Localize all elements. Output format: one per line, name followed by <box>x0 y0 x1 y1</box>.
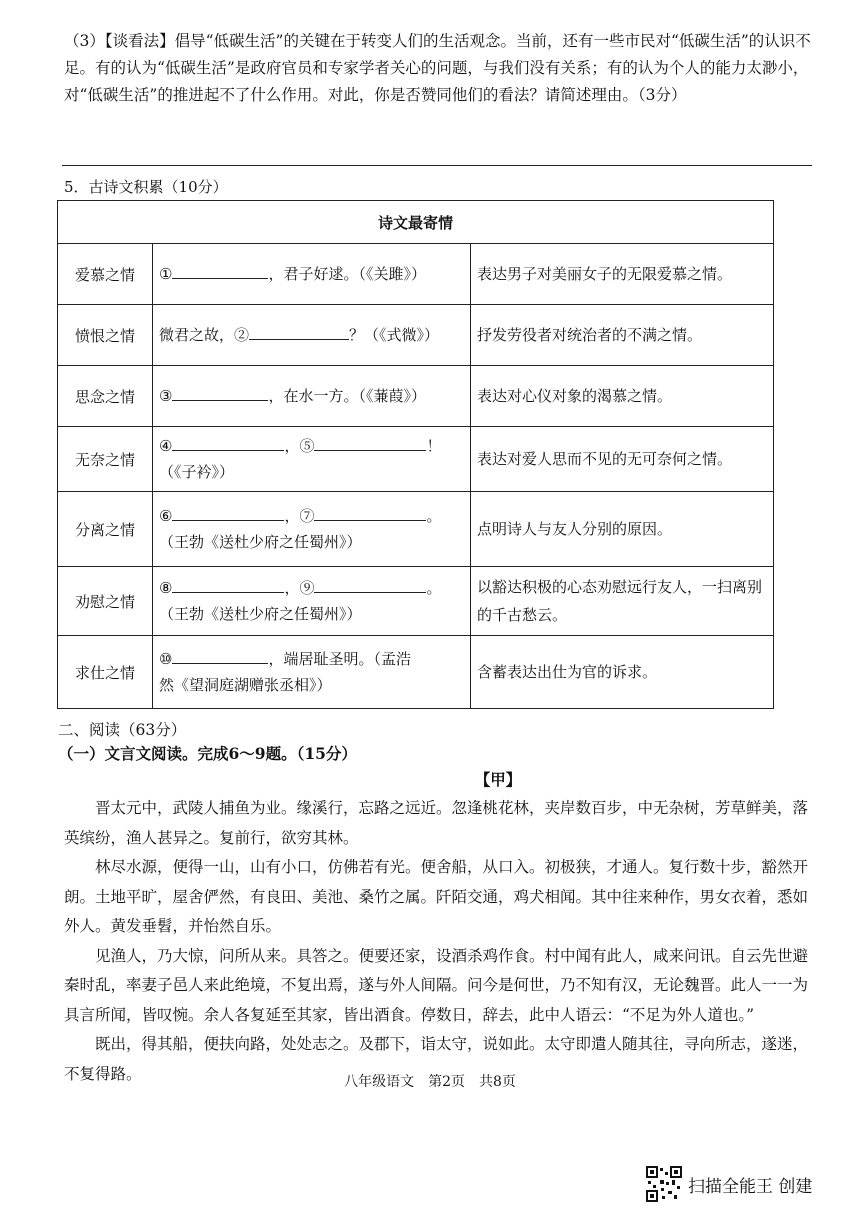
question-3: （3）【谈看法】倡导“低碳生活”的关键在于转变人们的生活观念。当前，还有一些市民对“低碳生活”的认识不足。有的认为“低碳生活”是政府官员和专家学者关心的问题，与我们没有关系；有的认为个人的能力太渺小，对“低碳生活”的推进起不了什么作用。对此，你是否赞同他们的看法？请简述理由。（3分） <box>64 32 811 104</box>
paragraph: 晋太元中，武陵人捕鱼为业。缘溪行，忘路之远近。忽逢桃花林，夹岸数百步，中无杂树，芳草鲜美，落英缤纷，渔人甚异之。复前行，欲穷其林。 <box>64 799 809 847</box>
paragraph: 林尽水源，便得一山，山有小口，仿佛若有光。便舍船，从口入。初极狭，才通人。复行数十步，豁然开朗。土地平旷，屋舍俨然，有良田、美池、桑竹之属。阡陌交通，鸡犬相闻。其中往来种作，男女衣着，悉如外人。黄发垂髫，并怡然自乐。 <box>64 858 809 935</box>
row-verse: ⑥ ，⑦ 。 （王勃《送杜少府之任蜀州》） <box>153 492 471 567</box>
table-row <box>58 636 774 709</box>
table-row <box>58 427 774 492</box>
row-verse: ④ ，⑤ ！ （《子衿》） <box>153 427 471 492</box>
table-row <box>58 305 774 366</box>
row-category: 愤恨之情 <box>58 305 153 366</box>
table-header: 诗文最寄情 <box>58 201 774 244</box>
row-category: 求仕之情 <box>58 636 153 709</box>
scanner-watermark <box>646 1166 812 1202</box>
row-category: 爱慕之情 <box>58 244 153 305</box>
answer-line <box>62 165 812 166</box>
paragraph: 见渔人，乃大惊，问所从来。具答之。便要还家，设酒杀鸡作食。村中闻有此人，咸来问讯。自云先世避秦时乱，率妻子邑人来此绝境，不复出焉，遂与外人间隔。问今是何世，乃不知有汉，无论魏晋。此人一一为具言所闻，皆叹惋。余人各复延至其家，皆出酒食。停数日，辞去，此中人语云：“不足为外人道也。” <box>64 946 809 1024</box>
row-verse: ⑩ ，端居耻圣明。（孟浩 然《望洞庭湖赠张丞相》） <box>153 636 471 709</box>
row-explanation: 含蓄表达出仕为官的诉求。 <box>471 636 774 709</box>
table-row <box>58 244 774 305</box>
passage-label: 【甲】 <box>474 770 522 789</box>
row-verse: ③ ，在水一方。（《蒹葭》） <box>153 366 471 427</box>
row-category: 分离之情 <box>58 492 153 567</box>
poem-table <box>57 200 774 709</box>
table-row <box>58 366 774 427</box>
reading-section <box>58 718 818 1089</box>
row-verse: 微君之故，② ？（《式微》） <box>153 305 471 366</box>
page-footer: 八年级语文 第2页 共8页 <box>344 1074 516 1090</box>
table-row <box>58 567 774 636</box>
row-category: 思念之情 <box>58 366 153 427</box>
row-explanation: 表达对爱人思而不见的无可奈何之情。 <box>471 427 774 492</box>
table-row <box>58 492 774 567</box>
row-explanation: 表达对心仪对象的渴慕之情。 <box>471 366 774 427</box>
row-verse: ① ，君子好逑。（《关雎》） <box>153 244 471 305</box>
paragraph: 既出，得其船，便扶向路，处处志之。及郡下，诣太守，说如此。太守即遣人随其往，寻向所志，遂迷，不复得路。 <box>64 1035 809 1083</box>
row-explanation: 以豁达积极的心态劝慰远行友人，一扫离别的千古愁云。 <box>471 567 774 636</box>
sub-title: （一）文言文阅读。完成6～9题。（15分） <box>58 744 357 763</box>
row-category: 无奈之情 <box>58 427 153 492</box>
watermark-text: 扫描全能王 创建 <box>688 1176 813 1197</box>
row-explanation: 点明诗人与友人分别的原因。 <box>471 492 774 567</box>
row-explanation: 表达男子对美丽女子的无限爱慕之情。 <box>471 244 774 305</box>
qr-code-icon <box>646 1166 682 1202</box>
row-explanation: 抒发劳役者对统治者的不满之情。 <box>471 305 774 366</box>
row-verse: ⑧ ，⑨ 。 （王勃《送杜少府之任蜀州》） <box>153 567 471 636</box>
section-title: 二、阅读（63分） <box>58 721 187 739</box>
section-5-title: 5．古诗文积累（10分） <box>64 178 228 196</box>
row-category: 劝慰之情 <box>58 567 153 636</box>
